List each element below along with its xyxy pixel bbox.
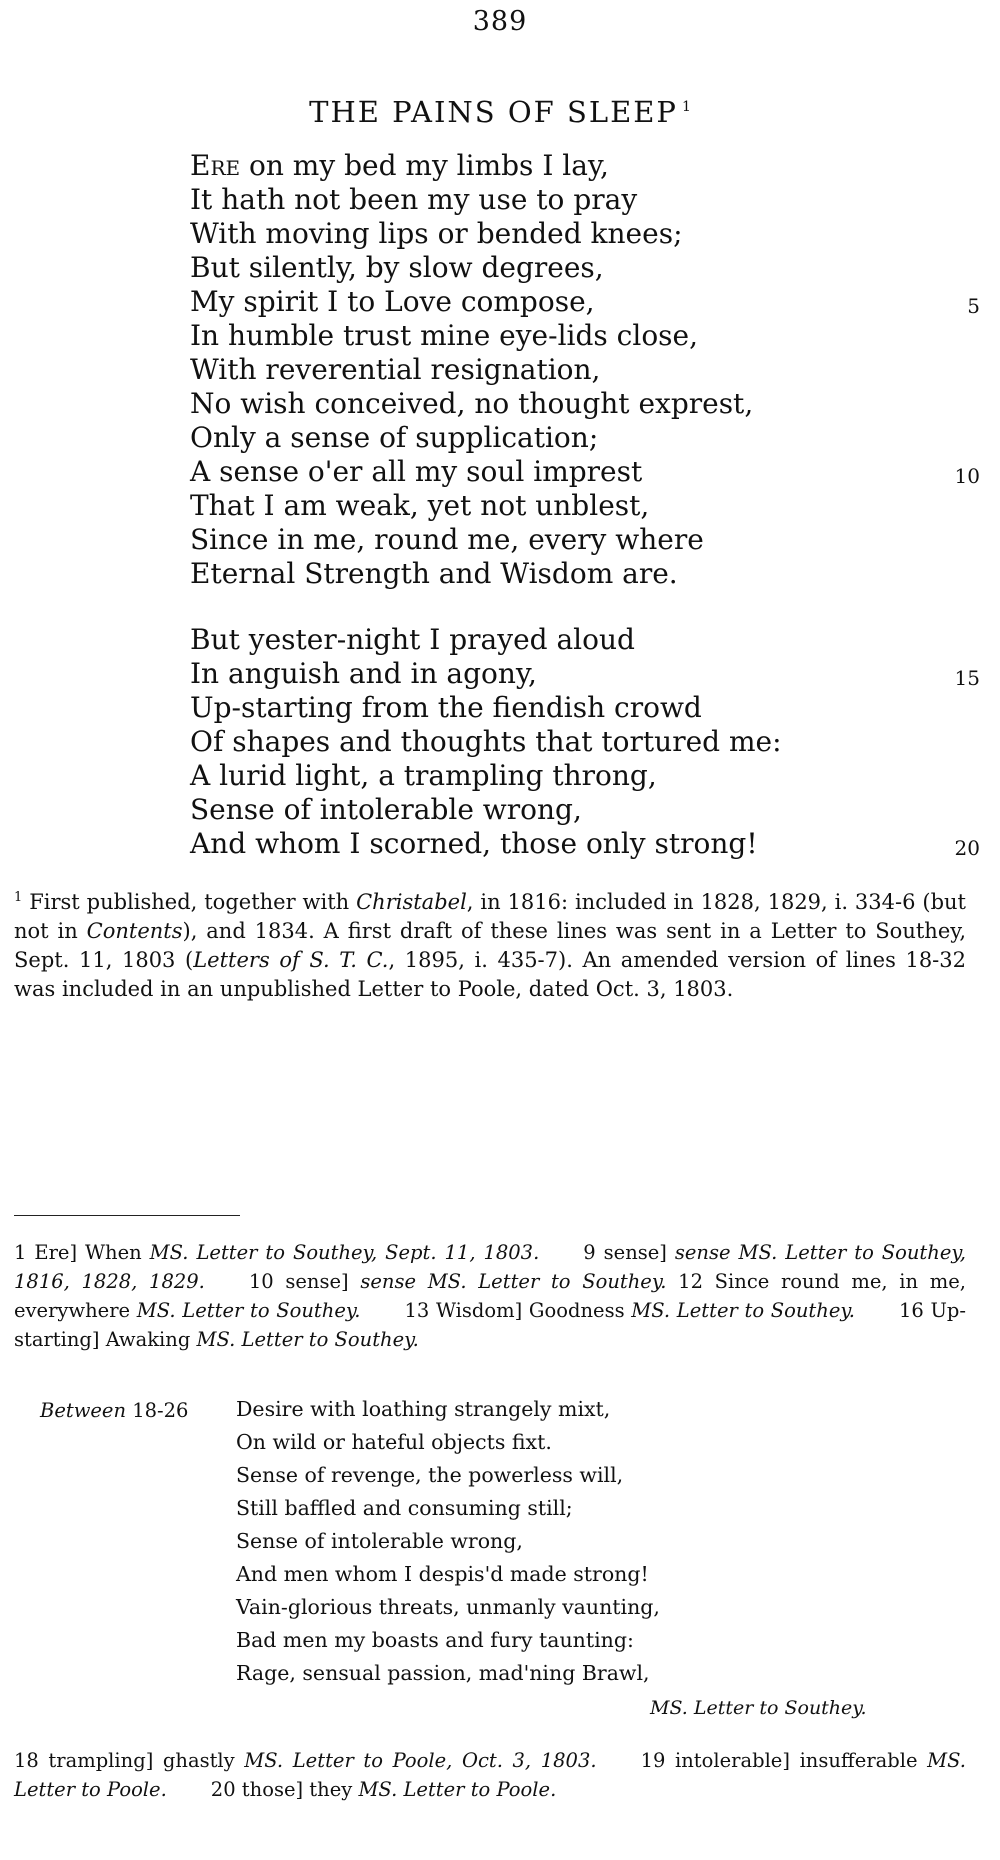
variant-12-source: MS. Letter to Southey. (136, 1299, 361, 1322)
variant-19: 19 intolerable] insufferable (640, 1749, 928, 1772)
poem-line-5: My spirit I to Love compose, (190, 285, 595, 318)
footnote-text: , in 1816: included in 1828, 1829, i. 334-6 (but not in (14, 890, 966, 943)
poem-line-10: A sense o'er all my soul imprest (190, 455, 643, 488)
poem-line-9: Only a sense of supplication; (190, 421, 599, 454)
inserted-source (650, 1694, 867, 1723)
between-label-range: 18-26 (126, 1399, 189, 1422)
poem-line-20: And whom I scorned, those only strong! (190, 827, 758, 860)
poem-line-19: Sense of intolerable wrong, (190, 793, 582, 826)
poem-line-18: A lurid light, a trampling throng, (190, 759, 657, 792)
variant-1: 1 Ere] When (14, 1241, 150, 1264)
poem-line-15: In anguish and in agony, (190, 657, 537, 690)
footnote-letters-title: Letters of S. T. C. (193, 948, 389, 972)
title-footnote-marker: 1 (681, 99, 691, 116)
variant-18: 18 trampling] ghastly (14, 1749, 245, 1772)
footnote-text: First published, together with (22, 890, 357, 914)
inserted-source-text: MS. Letter to Southey. (650, 1697, 867, 1719)
variant-readings-2 (14, 1746, 966, 1804)
poem-line-11: That I am weak, yet not unblest, (190, 489, 650, 522)
variant-12: 12 Since round me, in me, everywhere (14, 1270, 966, 1322)
variant-1-source: MS. Letter to Southey, Sept. 11, 1803. (149, 1241, 540, 1264)
variant-20: 20 those] they (210, 1778, 359, 1801)
footnote (14, 883, 966, 1004)
line-number-5: 5 (967, 294, 980, 318)
variant-16-source: MS. Letter to Southey. (196, 1328, 419, 1351)
variant-20-source: MS. Letter to Poole. (358, 1778, 557, 1801)
poem-line-2: It hath not been my use to pray (190, 183, 638, 216)
line-number-15: 15 (954, 666, 980, 690)
variant-10: 10 sense] (248, 1270, 361, 1293)
title-text: THE PAINS OF SLEEP (309, 95, 678, 129)
inserted-line-1: Desire with loathing strangely mixt, (236, 1397, 611, 1421)
variant-13-source: MS. Letter to Southey. (631, 1299, 855, 1322)
line-number-20: 20 (954, 836, 980, 860)
poem-line-12: Since in me, round me, every where (190, 523, 704, 556)
inserted-line-8: Bad men my boasts and fury taunting: (236, 1628, 634, 1652)
first-line-rest: on my bed my limbs I lay, (240, 149, 609, 182)
inserted-line-6: And men whom I despis'd made strong! (236, 1562, 649, 1586)
footnote-text: , 1895, i. 435-7). An amended version of lines 18-32 was included in an unpublished Letter to Poole, dated Oct. 3, 1803. (14, 948, 967, 1001)
page-title (0, 95, 1000, 129)
poem-line-13: Eternal Strength and Wisdom are. (190, 557, 678, 590)
inserted-line-3: Sense of revenge, the powerless will, (236, 1463, 624, 1487)
variant-18-source: MS. Letter to Poole, Oct. 3, 1803. (244, 1749, 597, 1772)
footnote-text: ), and 1834. A first draft of these lines was sent in a Letter to Southey, Sept. 11, 1803 ( (14, 919, 966, 972)
poem-line-16: Up-starting from the fiendish crowd (190, 691, 702, 724)
variant-9: 9 sense] (583, 1241, 675, 1264)
inserted-line-5: Sense of intolerable wrong, (236, 1529, 523, 1553)
poem-line-3: With moving lips or bended knees; (190, 217, 683, 250)
between-label-italic: Between (40, 1399, 127, 1422)
poem-line-7: With reverential resignation, (190, 353, 601, 386)
page-number: 389 (472, 6, 528, 37)
inserted-line-7: Vain-glorious threats, unmanly vaunting, (236, 1595, 660, 1619)
line-number-10: 10 (954, 464, 980, 488)
variant-9-source: sense MS. Letter to Southey, 1816, 1828, 1829. (14, 1241, 966, 1293)
inserted-line-4: Still baffled and consuming still; (236, 1496, 573, 1520)
variant-readings (14, 1238, 966, 1354)
variant-16: 16 Up-starting] Awaking (14, 1299, 966, 1351)
footnote-contents: Contents (86, 919, 183, 943)
between-label (40, 1396, 188, 1425)
footnote-work-title: Christabel (356, 890, 467, 914)
variant-19-source: MS. Letter to Poole. (14, 1749, 966, 1801)
poem-line-4: But silently, by slow degrees, (190, 251, 604, 284)
inserted-line-9: Rage, sensual passion, mad'ning Brawl, (236, 1661, 650, 1685)
poem-line-8: No wish conceived, no thought exprest, (190, 387, 754, 420)
variant-10-source: sense MS. Letter to Southey. (360, 1270, 667, 1293)
inserted-line-2: On wild or hateful objects fixt. (236, 1430, 552, 1454)
first-word: Ere (190, 149, 241, 182)
poem-line-6: In humble trust mine eye-lids close, (190, 319, 699, 352)
footnote-divider (14, 1215, 240, 1216)
footnote-marker: 1 (14, 890, 23, 905)
poem-line-14: But yester-night I prayed aloud (190, 623, 635, 656)
poem-line-17: Of shapes and thoughts that tortured me: (190, 725, 782, 758)
variant-13: 13 Wisdom] Goodness (404, 1299, 632, 1322)
